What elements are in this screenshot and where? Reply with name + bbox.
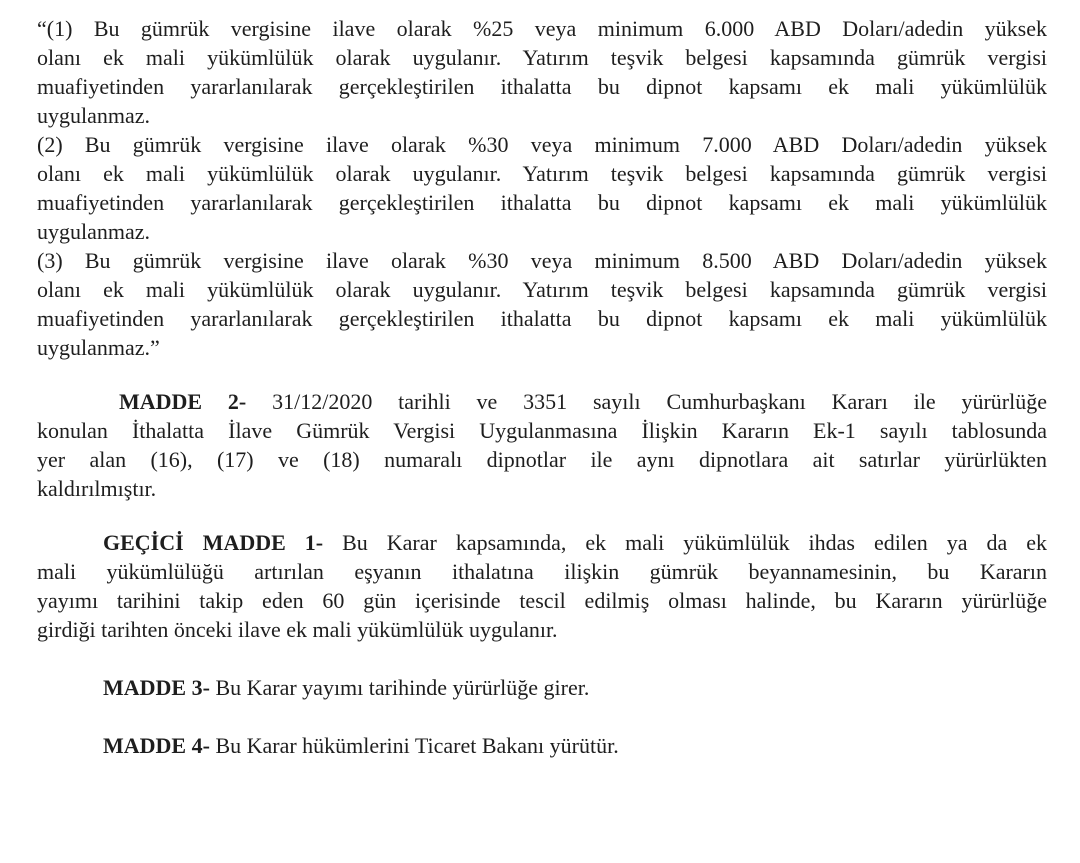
text-line: girdiği tarihten önceki ilave ek mali yükümlülük uygulanır. [37,617,558,642]
article-3-line [37,673,1047,702]
text-line: mali yükümlülüğü artırılan eşyanın ithalatına ilişkin gümrük beyannamesinin, bu Kararın [37,559,1047,584]
text-line: konulan İthalatta İlave Gümrük Vergisi Uygulanmasına İlişkin Kararın Ek-1 sayılı tablosunda [37,418,1047,443]
document-page [37,14,1047,760]
article-3-heading: MADDE 3- [103,675,210,700]
article-3 [37,673,1047,702]
provisional-article-1-first-text: Bu Karar kapsamında, ek mali yükümlülük ihdas edilen ya da ek [342,530,1047,555]
footnote-1 [37,14,1047,130]
text-line: olanı ek mali yükümlülük olarak uygulanır. Yatırım teşvik belgesi kapsamında gümrük vergisi [37,277,1047,302]
text-line: (2) Bu gümrük vergisine ilave olarak %30 veya minimum 7.000 ABD Doları/adedin yüksek [37,132,1047,157]
text-line: muafiyetinden yararlanılarak gerçekleştirilen ithalatta bu dipnot kapsamı ek mali yükümlülük [37,306,1047,331]
text-line: uygulanmaz.” [37,335,160,360]
article-4-line [37,731,1047,760]
text-line: uygulanmaz. [37,219,151,244]
footnote-2 [37,130,1047,246]
text-line: yayımı tarihini takip eden 60 gün içerisinde tescil edilmiş olması halinde, bu Kararın yürürlüğe [37,588,1047,613]
provisional-article-1-first-line [37,528,1047,557]
article-2 [37,387,1047,503]
provisional-article-1 [37,528,1047,644]
article-2-heading: MADDE 2- [119,389,247,414]
article-4-text: Bu Karar hükümlerini Ticaret Bakanı yürütür. [215,733,619,758]
text-line: muafiyetinden yararlanılarak gerçekleştirilen ithalatta bu dipnot kapsamı ek mali yükümlülük [37,74,1047,99]
text-line: olanı ek mali yükümlülük olarak uygulanır. Yatırım teşvik belgesi kapsamında gümrük vergisi [37,161,1047,186]
article-3-text: Bu Karar yayımı tarihinde yürürlüğe girer. [215,675,590,700]
article-2-first-text: 31/12/2020 tarihli ve 3351 sayılı Cumhurbaşkanı Kararı ile yürürlüğe [272,389,1047,414]
text-line: yer alan (16), (17) ve (18) numaralı dipnotlar ile aynı dipnotlara ait satırlar yürürlükten [37,447,1047,472]
text-line: muafiyetinden yararlanılarak gerçekleştirilen ithalatta bu dipnot kapsamı ek mali yükümlülük [37,190,1047,215]
text-line: (3) Bu gümrük vergisine ilave olarak %30 veya minimum 8.500 ABD Doları/adedin yüksek [37,248,1047,273]
text-line: olanı ek mali yükümlülük olarak uygulanır. Yatırım teşvik belgesi kapsamında gümrük vergisi [37,45,1047,70]
article-4-heading: MADDE 4- [103,733,210,758]
footnote-3 [37,246,1047,362]
text-line: kaldırılmıştır. [37,476,157,501]
article-2-first-line [37,387,1047,416]
text-line: uygulanmaz. [37,103,151,128]
article-4 [37,731,1047,760]
text-line: “(1) Bu gümrük vergisine ilave olarak %25 veya minimum 6.000 ABD Doları/adedin yüksek [37,16,1047,41]
provisional-article-1-heading: GEÇİCİ MADDE 1- [103,530,324,555]
